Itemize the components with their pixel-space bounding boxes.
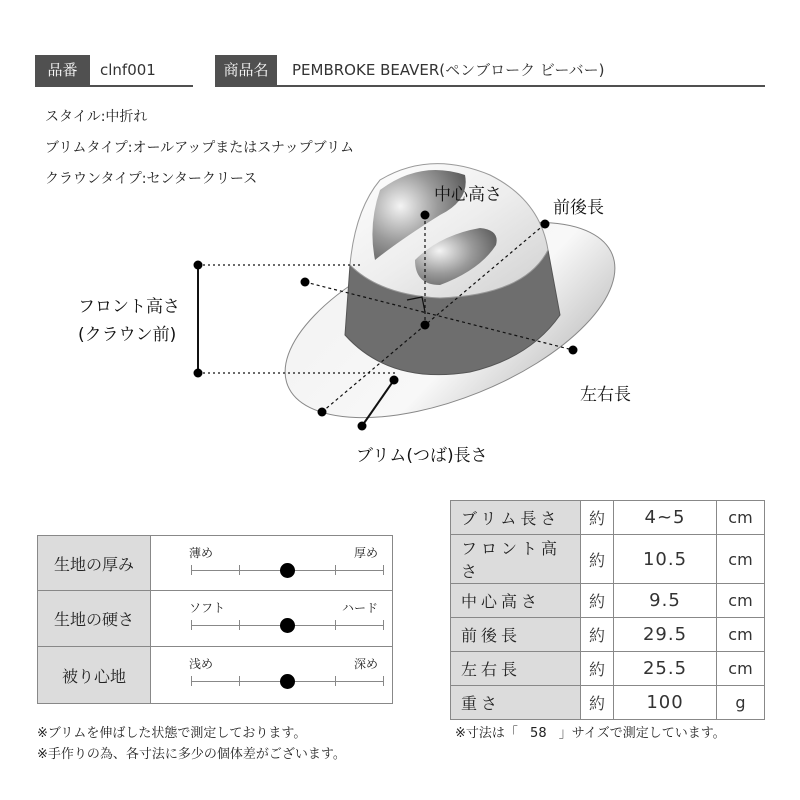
measurement-value: 9.5 bbox=[614, 584, 717, 618]
fabric-scale bbox=[151, 536, 393, 591]
measurement-unit: cm bbox=[717, 501, 765, 535]
measurement-approx: 約 bbox=[581, 652, 614, 686]
measurement-row bbox=[451, 618, 765, 652]
note-handmade: ※手作りの為、各寸法に多少の個体差がございます。 bbox=[37, 747, 346, 762]
item-number-value: clnf001 bbox=[100, 61, 156, 79]
measurement-row bbox=[451, 686, 765, 720]
spec-brim-type: ブリムタイプ:オールアップまたはスナップブリム bbox=[45, 140, 355, 156]
note-brim-measure: ※ブリムを伸ばした状態で測定しております。 bbox=[37, 726, 307, 741]
measurement-unit: cm bbox=[717, 652, 765, 686]
measurement-value: 25.5 bbox=[614, 652, 717, 686]
note-size bbox=[455, 722, 726, 741]
measurement-approx: 約 bbox=[581, 535, 614, 584]
measurement-unit: cm bbox=[717, 535, 765, 584]
note-size-suffix: 」サイズで測定しています。 bbox=[558, 726, 726, 741]
measurement-label: ブリム長さ bbox=[451, 501, 581, 535]
product-name-value: PEMBROKE BEAVER(ペンブローク ビーバー) bbox=[292, 61, 605, 79]
measurement-label: 左右長 bbox=[451, 652, 581, 686]
fabric-label: 被り心地 bbox=[38, 647, 151, 704]
note-size-value: 58 bbox=[530, 726, 547, 741]
scale-max-label: ハード bbox=[341, 601, 378, 615]
measurement-label: フロント高さ bbox=[451, 535, 581, 584]
label-side-to-side: 左右長 bbox=[580, 385, 631, 405]
scale-min-label: 薄め bbox=[189, 546, 214, 560]
fabric-scale bbox=[151, 591, 393, 647]
fabric-scale bbox=[151, 647, 393, 704]
measurement-value: 100 bbox=[614, 686, 717, 720]
measurement-row bbox=[451, 535, 765, 584]
measurement-unit: cm bbox=[717, 618, 765, 652]
scale-max-label: 深め bbox=[353, 657, 378, 671]
measurement-unit: cm bbox=[717, 584, 765, 618]
measurement-value: 4~5 bbox=[614, 501, 717, 535]
label-front-height: フロント高さ bbox=[78, 297, 180, 317]
measurement-unit: g bbox=[717, 686, 765, 720]
label-brim-length: ブリム(つば)長さ bbox=[356, 446, 488, 466]
fabric-row-hardness bbox=[38, 591, 393, 647]
scale-marker bbox=[280, 563, 295, 578]
product-name-label: 商品名 bbox=[215, 55, 277, 85]
measurement-label: 中心高さ bbox=[451, 584, 581, 618]
label-center-height: 中心高さ bbox=[434, 185, 502, 205]
measurement-approx: 約 bbox=[581, 618, 614, 652]
measurement-label: 重さ bbox=[451, 686, 581, 720]
scale-min-label: 浅め bbox=[189, 657, 214, 671]
fabric-row-thickness bbox=[38, 536, 393, 591]
spec-crown-type: クラウンタイプ:センタークリース bbox=[45, 171, 258, 187]
measurement-row bbox=[451, 584, 765, 618]
measurement-row bbox=[451, 501, 765, 535]
scale-marker bbox=[280, 618, 295, 633]
measurement-value: 29.5 bbox=[614, 618, 717, 652]
label-front-back: 前後長 bbox=[553, 198, 604, 218]
measurement-approx: 約 bbox=[581, 584, 614, 618]
measurement-approx: 約 bbox=[581, 686, 614, 720]
spec-style: スタイル:中折れ bbox=[45, 109, 148, 125]
fabric-row-fit bbox=[38, 647, 393, 704]
measurement-label: 前後長 bbox=[451, 618, 581, 652]
fabric-label: 生地の硬さ bbox=[38, 591, 151, 647]
measurements-table bbox=[450, 500, 765, 720]
fabric-table bbox=[37, 535, 393, 704]
note-size-prefix: ※寸法は「 bbox=[455, 726, 518, 741]
scale-min-label: ソフト bbox=[189, 601, 226, 615]
fabric-label: 生地の厚み bbox=[38, 536, 151, 591]
measurement-row bbox=[451, 652, 765, 686]
measurement-approx: 約 bbox=[581, 501, 614, 535]
measurement-value: 10.5 bbox=[614, 535, 717, 584]
item-number-label: 品番 bbox=[35, 55, 90, 85]
label-front-height-sub: (クラウン前) bbox=[78, 325, 177, 345]
scale-marker bbox=[280, 674, 295, 689]
scale-max-label: 厚め bbox=[353, 546, 378, 560]
